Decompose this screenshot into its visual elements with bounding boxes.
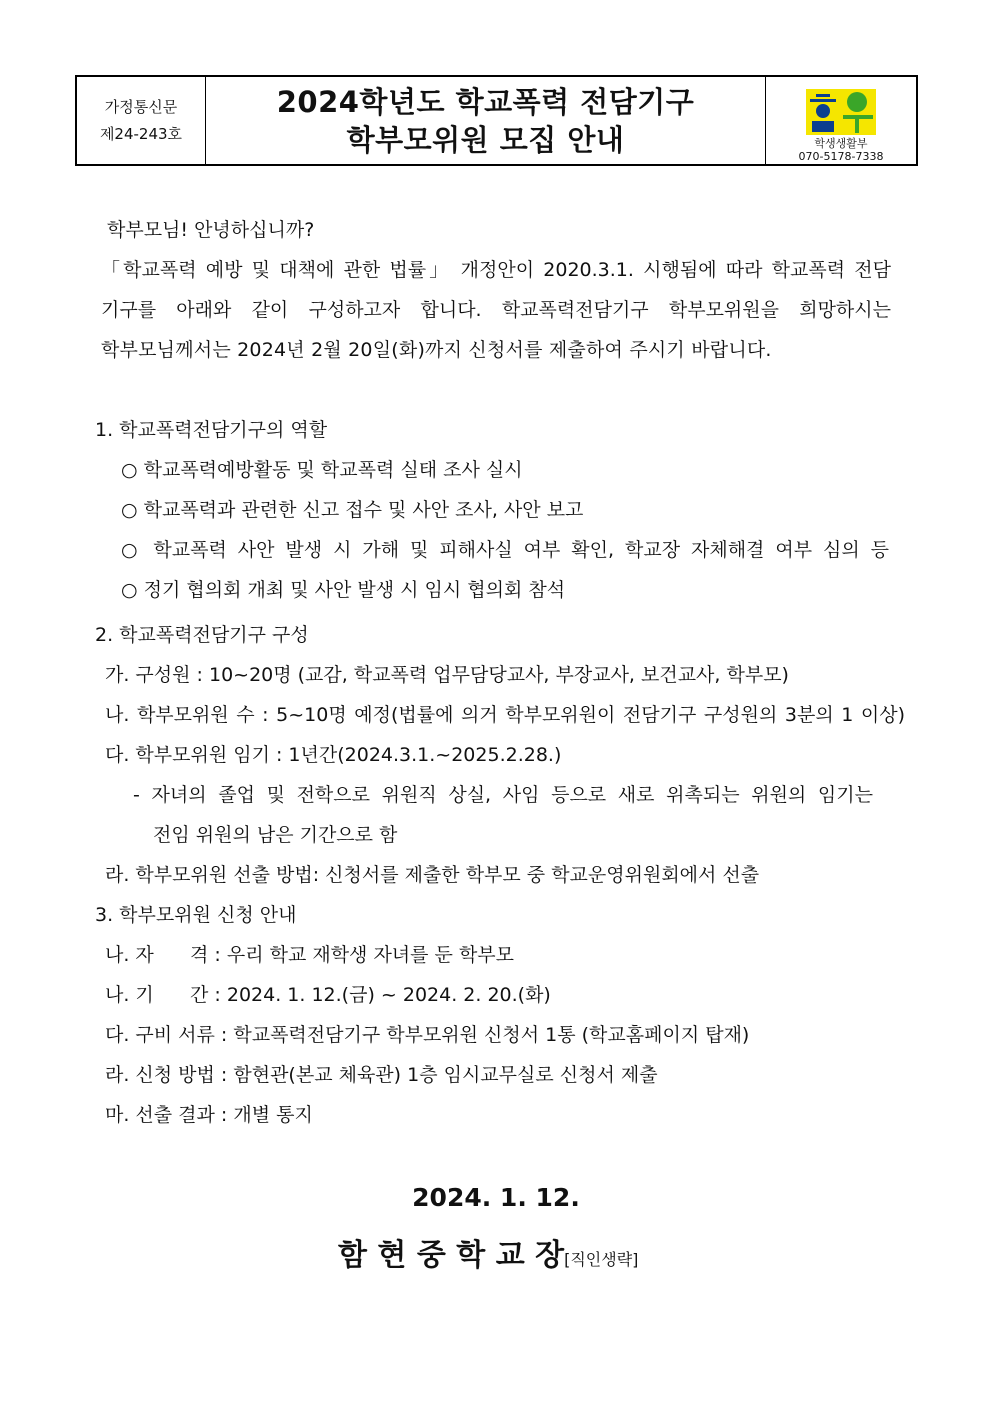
department-phone: 070-5178-7338 <box>798 150 884 163</box>
section-2-item-ga: 가. 구성원 : 10~20명 (교감, 학교폭력 업무담당교사, 부장교사, 보건교사, 학부모) <box>105 664 789 686</box>
section-2-item-da: 다. 학부모위원 임기 : 1년간(2024.3.1.~2025.2.28.) <box>105 744 562 766</box>
section-2-note-line-2: 전임 위원의 남은 기간으로 함 <box>153 824 398 846</box>
section-1-item: ○ 정기 협의회 개최 및 사안 발생 시 임시 협의회 참석 <box>121 579 566 601</box>
signature <box>338 1238 638 1278</box>
section-2-note-line-1: - 자녀의 졸업 및 전학으로 위원직 상실, 사임 등으로 새로 위촉되는 위원의 임기는 <box>133 784 873 806</box>
title-line-2: 학부모위원 모집 안내 <box>346 122 625 157</box>
document-title <box>206 77 765 164</box>
school-logo <box>805 88 877 136</box>
section-2-heading: 2. 학교폭력전담기구 구성 <box>95 624 309 646</box>
section-3-method: 라. 신청 방법 : 함현관(본교 체육관) 1층 임시교무실로 신청서 제출 <box>105 1064 658 1086</box>
department-name: 학생생활부 <box>814 137 868 150</box>
header-box <box>75 75 918 166</box>
section-3-result: 마. 선출 결과 : 개별 통지 <box>105 1104 313 1126</box>
notice-number: 제24-243호 <box>99 124 183 143</box>
greeting: 학부모님! 안녕하십니까? <box>107 219 315 241</box>
signer-name: 함 현 중 학 교 장 <box>338 1238 565 1273</box>
notice-category: 가정통신문 <box>104 97 178 116</box>
section-1-item: ○ 학교폭력과 관련한 신고 접수 및 사안 조사, 사안 보고 <box>121 499 584 521</box>
title-line-1: 2024학년도 학교폭력 전담기구 <box>276 84 695 119</box>
notice-info <box>77 77 206 164</box>
section-2-item-na: 나. 학부모위원 수 : 5~10명 예정(법률에 의거 학부모위원이 전담기구 구성원의 3분의 1 이상) <box>105 704 905 726</box>
section-1-item: ○ 학교폭력예방활동 및 학교폭력 실태 조사 실시 <box>121 459 523 481</box>
seal-note: [직인생략] <box>564 1250 639 1269</box>
department-block <box>765 77 916 164</box>
issue-date: 2024. 1. 12. <box>412 1183 580 1212</box>
intro-line-3: 학부모님께서는 2024년 2월 20일(화)까지 신청서를 제출하여 주시기 바랍니다. <box>101 339 772 361</box>
section-3-period: 나. 기 간 : 2024. 1. 12.(금) ~ 2024. 2. 20.(화) <box>105 984 551 1006</box>
section-1-heading: 1. 학교폭력전담기구의 역할 <box>95 419 328 441</box>
section-3-heading: 3. 학부모위원 신청 안내 <box>95 904 297 926</box>
section-3-documents: 다. 구비 서류 : 학교폭력전담기구 학부모위원 신청서 1통 (학교홈페이지 탑재) <box>105 1024 750 1046</box>
intro-line-2: 기구를 아래와 같이 구성하고자 합니다. 학교폭력전담기구 학부모위원을 희망하시는 <box>101 299 891 321</box>
section-1-item: ○ 학교폭력 사안 발생 시 가해 및 피해사실 여부 확인, 학교장 자체해결 여부 심의 등 <box>121 539 889 561</box>
intro-line-1: 「학교폭력 예방 및 대책에 관한 법률」 개정안이 2020.3.1. 시행됨에 따라 학교폭력 전담 <box>101 259 891 281</box>
section-2-item-ra: 라. 학부모위원 선출 방법: 신청서를 제출한 학부모 중 학교운영위원회에서 선출 <box>105 864 760 886</box>
section-3-qualification: 나. 자 격 : 우리 학교 재학생 자녀를 둔 학부모 <box>105 944 515 966</box>
